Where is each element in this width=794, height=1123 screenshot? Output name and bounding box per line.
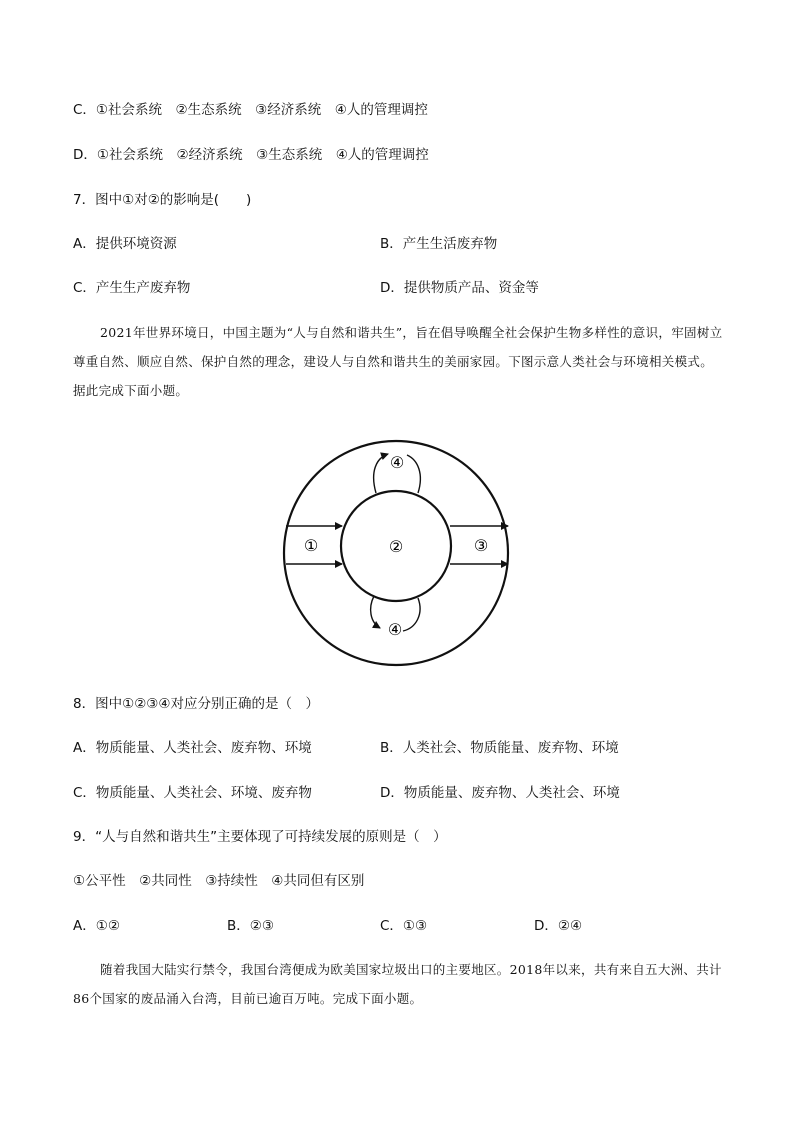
q7-option-c: C．产生生产废弃物 [73, 280, 191, 296]
q9-option-c: C．①③ [380, 918, 428, 934]
label-4-bottom: ④ [387, 620, 403, 639]
q6-option-d: D．①社会系统 ②经济系统 ③生态系统 ④人的管理调控 [73, 147, 429, 163]
passage-environment-day: 2021年世界环境日，中国主题为“人与自然和谐共生”，旨在倡导唤醒全社会保护生物多样性的意识，牢固树立尊重自然、顺应自然、保护自然的理念，建设人与自然和谐共生的美丽家园。下图示意人类社会与环境相关模式。据此完成下面小题。 [73, 325, 723, 398]
passage-waste-import: 随着我国大陆实行禁令，我国台湾便成为欧美国家垃圾出口的主要地区。2018年以来，共有来自五大洲、共计86个国家的废品涌入台湾，目前已逾百万吨。完成下面小题。 [73, 962, 722, 1006]
loop-arrow-bottom [403, 598, 420, 631]
q7-option-a: A．提供环境资源 [73, 236, 177, 252]
q8-option-a: A．物质能量、人类社会、废弃物、环境 [73, 740, 312, 756]
q7-option-b: B．产生生活废弃物 [380, 236, 498, 252]
q6-option-c: C．①社会系统 ②生态系统 ③经济系统 ④人的管理调控 [73, 102, 428, 118]
loop-line-top [407, 455, 420, 493]
label-3: ③ [473, 536, 489, 555]
q8-option-c: C．物质能量、人类社会、环境、废弃物 [73, 785, 312, 801]
q7-stem: 7．图中①对②的影响是( ) [73, 192, 252, 208]
q9-stem: 9．“人与自然和谐共生”主要体现了可持续发展的原则是（ ） [73, 829, 447, 845]
q8-option-b: B．人类社会、物质能量、废弃物、环境 [380, 740, 619, 756]
q9-option-d: D．②④ [534, 918, 583, 934]
q9-option-a: A．①② [73, 918, 120, 934]
society-environment-diagram [270, 438, 522, 668]
q8-stem: 8．图中①②③④对应分别正确的是（ ） [73, 696, 319, 712]
loop-line-bottom [371, 596, 380, 628]
q9-option-b: B．②③ [227, 918, 274, 934]
q7-option-d: D．提供物质产品、资金等 [380, 280, 539, 296]
label-2: ② [388, 537, 404, 556]
loop-arrow-top [374, 454, 388, 493]
label-1: ① [303, 536, 319, 555]
q8-option-d: D．物质能量、废弃物、人类社会、环境 [380, 785, 620, 801]
q9-choices: ①公平性 ②共同性 ③持续性 ④共同但有区别 [73, 873, 365, 889]
label-4-top: ④ [389, 453, 405, 472]
